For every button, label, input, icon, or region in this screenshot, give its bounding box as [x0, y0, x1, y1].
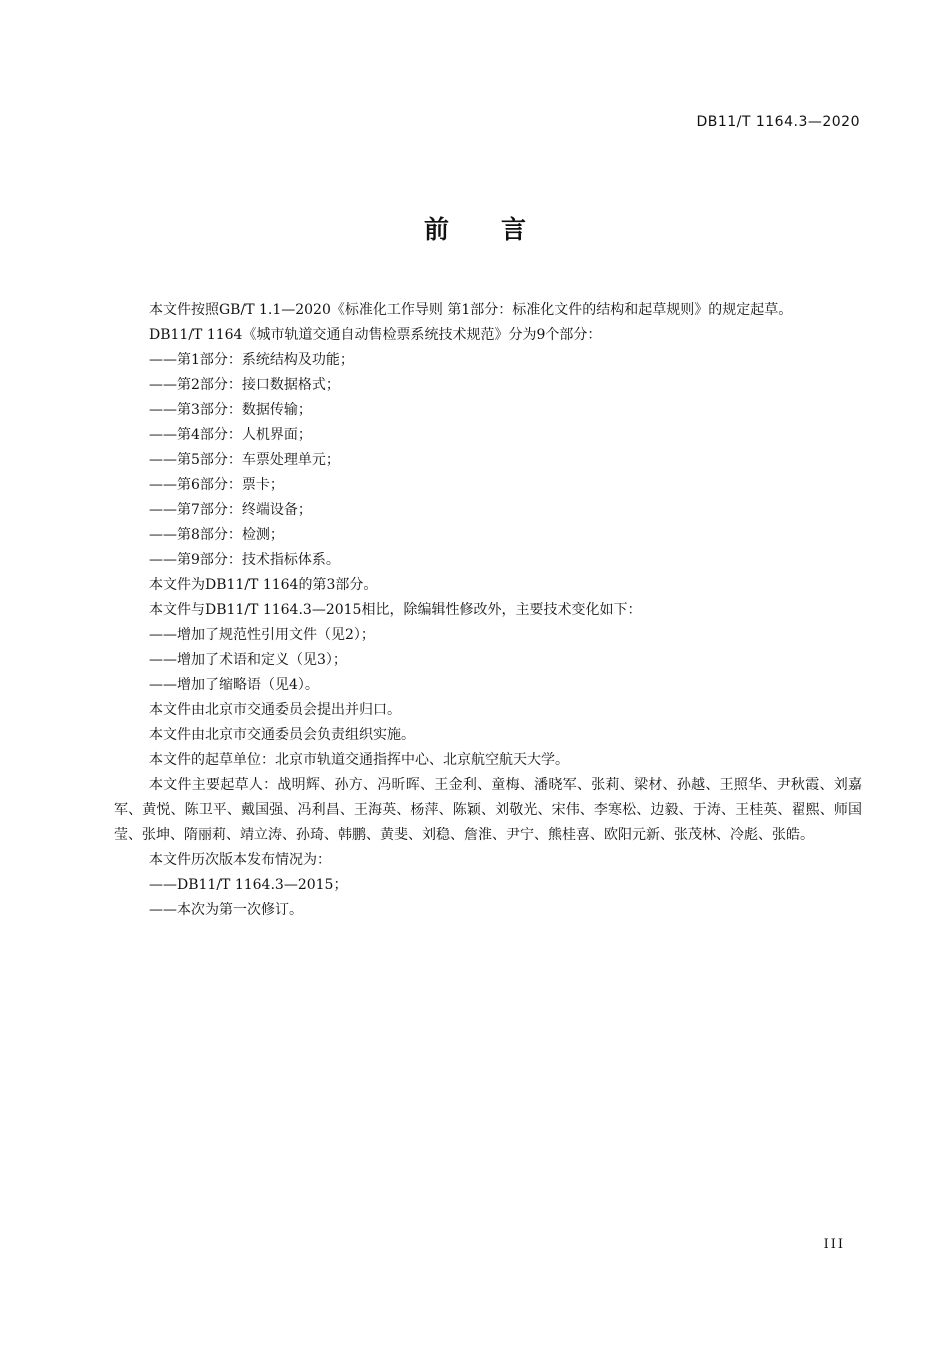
- page-title: 前言: [423, 215, 578, 244]
- page-number: III: [823, 1237, 845, 1252]
- paragraph-part-number: 本文件为DB11/T 1164的第3部分。: [149, 577, 378, 593]
- list-item-part: ——第8部分：检测；: [149, 527, 284, 543]
- paragraph-changes-intro: 本文件与DB11/T 1164.3—2015相比，除编辑性修改外，主要技术变化如下：: [149, 602, 642, 618]
- paragraph-history-intro: 本文件历次版本发布情况为：: [149, 852, 331, 868]
- paragraph-implementer: 本文件由北京市交通委员会负责组织实施。: [149, 727, 415, 743]
- paragraph-drafting-units: 本文件的起草单位：北京市轨道交通指挥中心、北京航空航天大学。: [149, 752, 569, 768]
- paragraph-drafters: 本文件主要起草人：战明辉、孙方、冯昕晖、王金利、童梅、潘晓军、张莉、梁材、孙越、王照华、尹秋霞、刘嘉军、黄悦、陈卫平、戴国强、冯利昌、王海英、杨萍、陈颖、刘敬光、宋伟、李寒松、边毅、于涛、王桂英、翟熙、师国莹、张坤、隋丽莉、靖立涛、孙琦、韩鹏、黄斐、刘稳、詹淮、尹宁、熊桂喜、欧阳元新、张茂林、冷彪、张皓。: [114, 777, 862, 843]
- list-item-history: ——DB11/T 1164.3—2015；: [149, 877, 348, 893]
- paragraph-proposer: 本文件由北京市交通委员会提出并归口。: [149, 702, 401, 718]
- list-item-change: ——增加了缩略语（见4）。: [149, 677, 319, 693]
- list-item-part: ——第9部分：技术指标体系。: [149, 552, 340, 568]
- document-code: DB11/T 1164.3—2020: [696, 114, 860, 130]
- list-item-part: ——第4部分：人机界面；: [149, 427, 312, 443]
- list-item-part: ——第5部分：车票处理单元；: [149, 452, 340, 468]
- list-item-history: ——本次为第一次修订。: [149, 902, 303, 918]
- list-item-part: ——第2部分：接口数据格式；: [149, 377, 340, 393]
- foreword-body: [114, 298, 862, 923]
- list-item-part: ——第3部分：数据传输；: [149, 402, 312, 418]
- list-item-change: ——增加了术语和定义（见3）；: [149, 652, 347, 668]
- list-item-part: ——第1部分：系统结构及功能；: [149, 352, 354, 368]
- paragraph-drafting-basis: 本文件按照GB/T 1.1—2020《标准化工作导则 第1部分：标准化文件的结构和起草规则》的规定起草。: [149, 302, 793, 318]
- list-item-part: ——第6部分：票卡；: [149, 477, 284, 493]
- paragraph-parts-intro: DB11/T 1164《城市轨道交通自动售检票系统技术规范》分为9个部分：: [149, 327, 602, 343]
- list-item-change: ——增加了规范性引用文件（见2）；: [149, 627, 375, 643]
- list-item-part: ——第7部分：终端设备；: [149, 502, 312, 518]
